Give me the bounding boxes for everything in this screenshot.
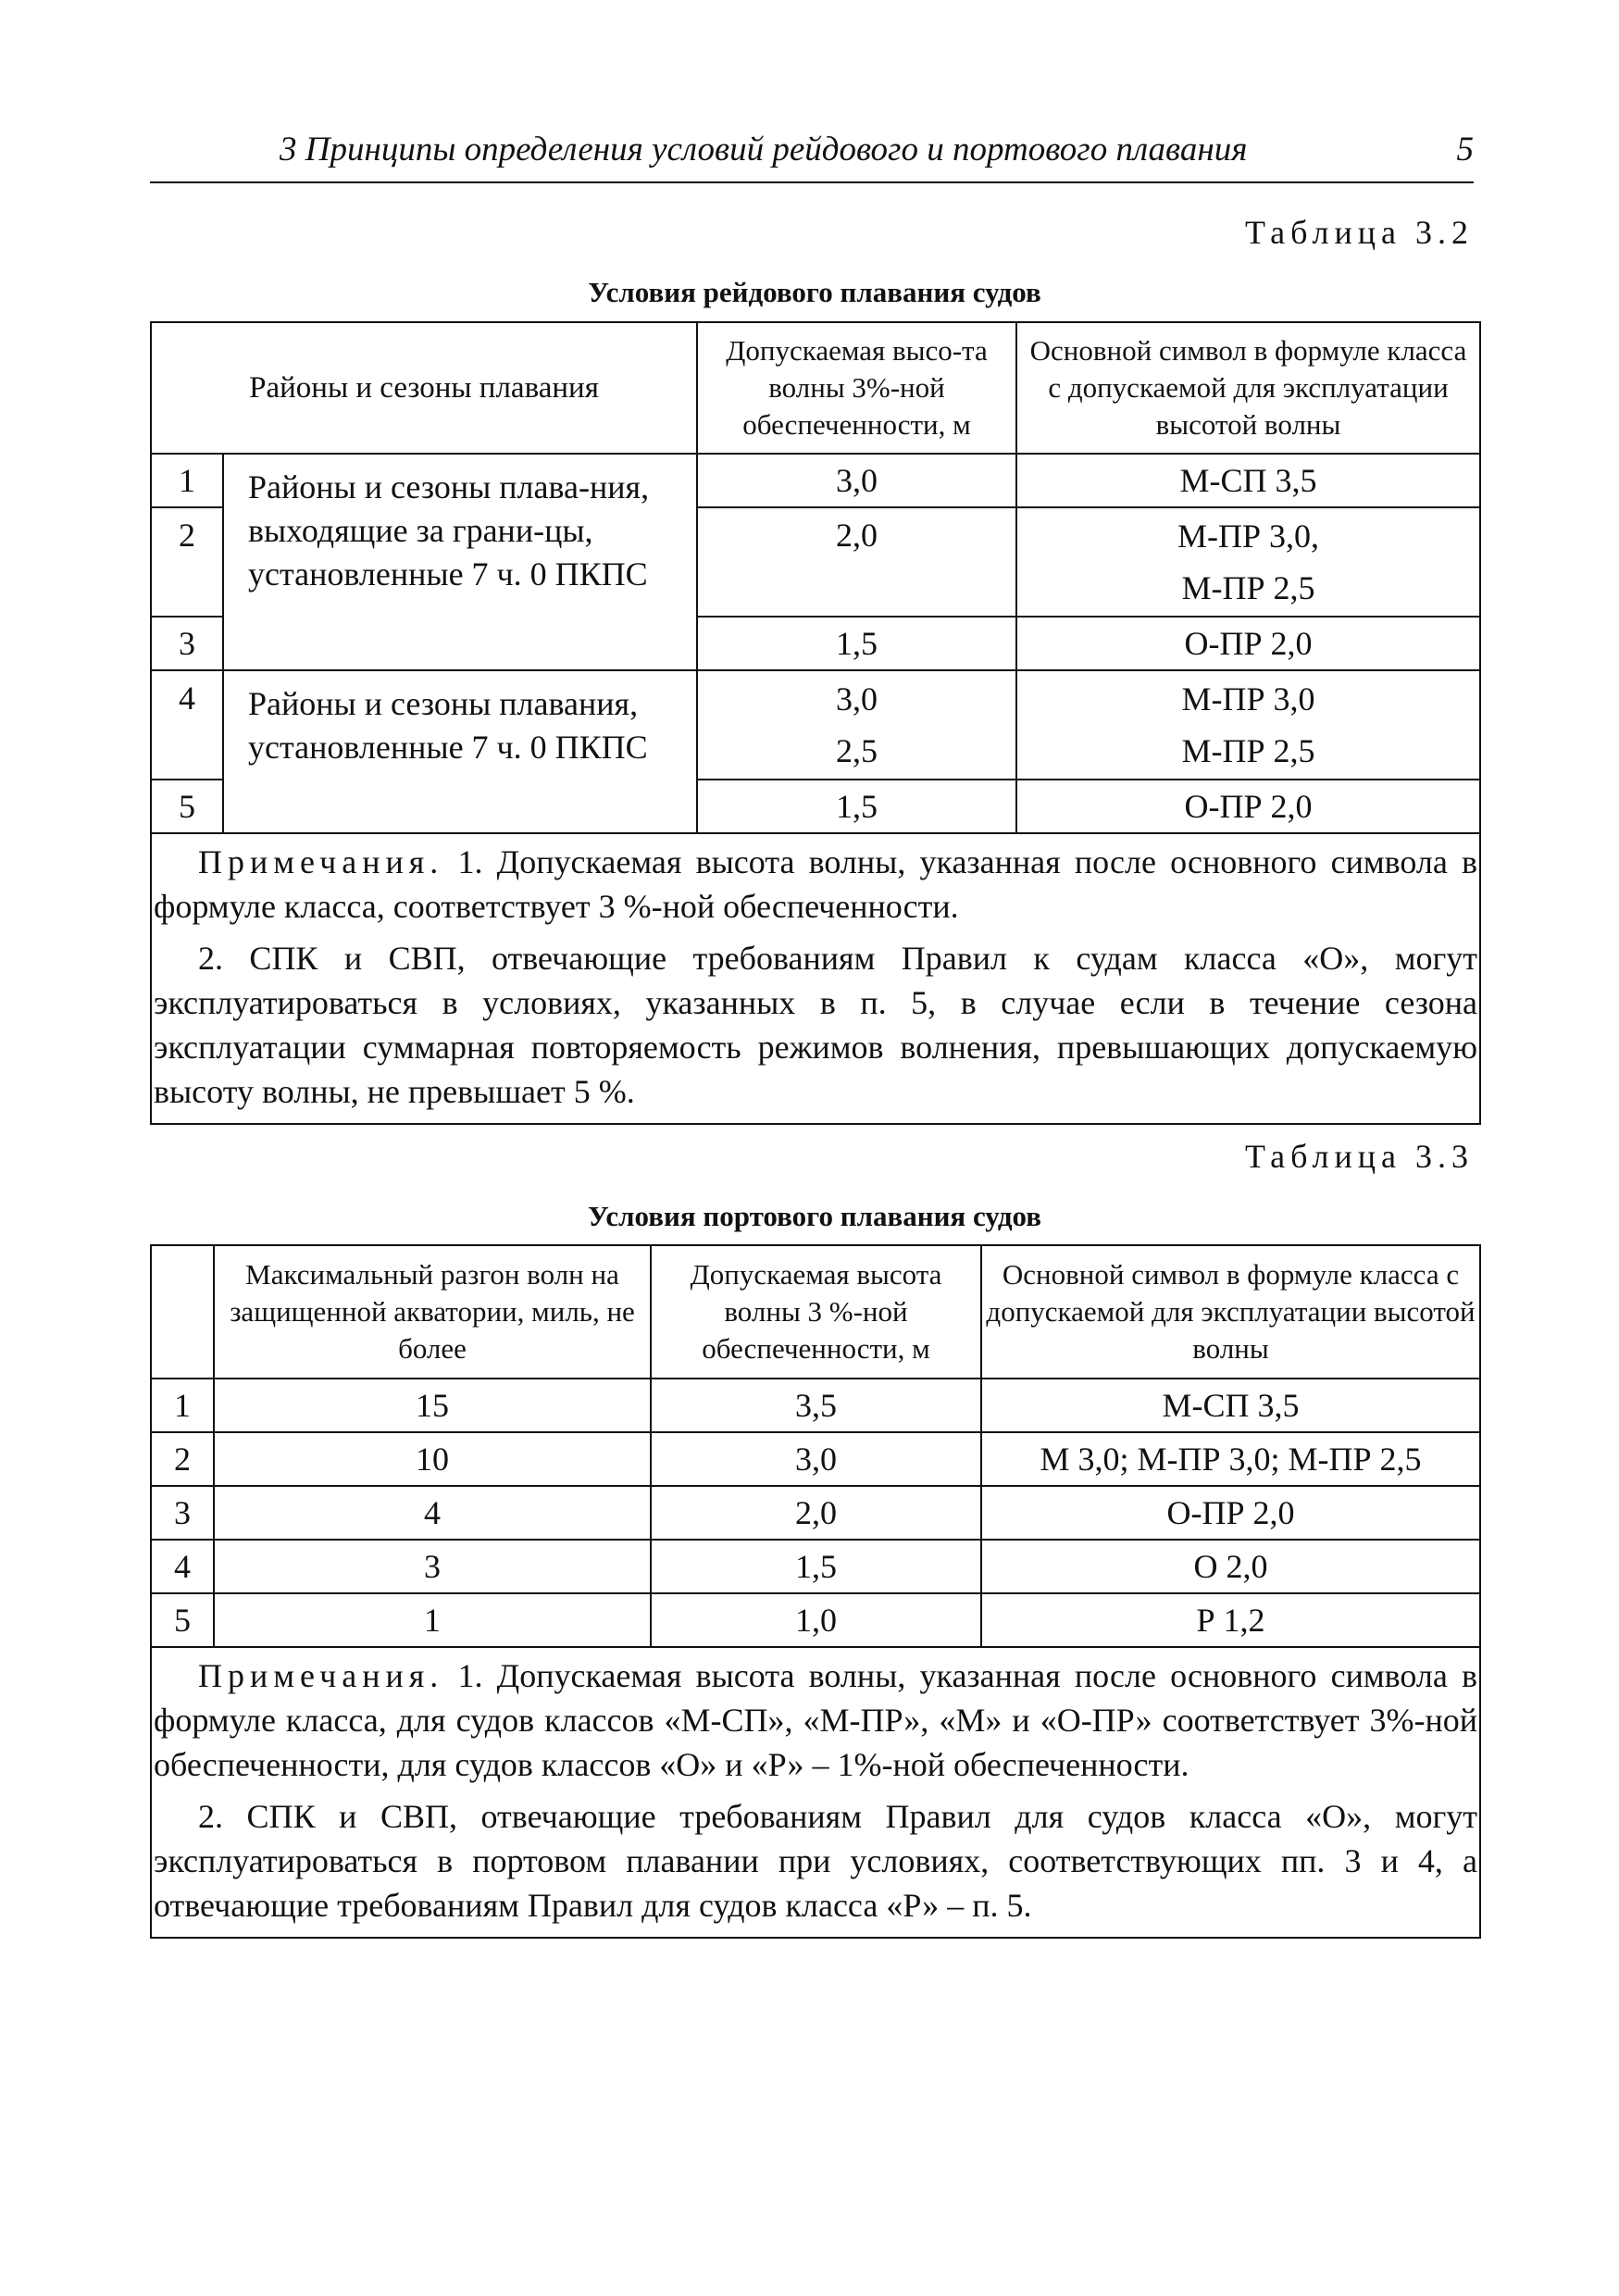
page-number: 5 [1456,131,1474,168]
table-3-2-label: Таблица 3.2 [1245,214,1474,251]
table-notes [151,1647,1480,1938]
table-notes [151,833,1480,1124]
table-3-3-label: Таблица 3.3 [1245,1138,1474,1175]
fetch-cell: 15 [214,1379,651,1432]
running-title: 3 Принципы определения условий рейдового и портового плавания [280,131,1248,168]
class-symbol-cell: О-ПР 2,0 [1016,617,1480,670]
notes-label: Примечания. [198,843,444,880]
col-header-fetch: Максимальный разгон волн на защищенной акватории, миль, не более [214,1245,651,1379]
wave-height-cell: 1,5 [651,1540,981,1593]
notes-label: Примечания. [198,1657,444,1694]
row-number: 5 [151,1593,214,1647]
row-number: 4 [151,670,223,780]
class-symbol-cell: М 3,0; М-ПР 3,0; М-ПР 2,5 [981,1432,1480,1486]
col-header-wave-height: Допускаемая высо-та волны 3%-ной обеспеченности, м [697,322,1016,454]
col-header-number [151,1245,214,1379]
region-group-a: Районы и сезоны плава-ния, выходящие за грани-цы, установленные 7 ч. 0 ПКПС [223,454,697,670]
wave-height-cell: 3,5 [651,1379,981,1432]
col-header-class-symbol: Основной символ в формуле класса с допускаемой для эксплуатации высотой волны [981,1245,1480,1379]
row-number: 2 [151,1432,214,1486]
row-number: 2 [151,507,223,617]
page-header [150,130,1474,183]
class-symbol-cell [1016,507,1480,617]
note-1: 1. Допускаемая высота волны, указанная после основного символа в формуле класса, для судов классов «М-СП», «М-ПР», «М» и «О-ПР» соответствует 3%-ной обеспеченности, для судов классов «О» и «Р» – 1%-ной обеспеченности. [154,1657,1478,1783]
fetch-cell: 3 [214,1540,651,1593]
class-symbol-cell: О-ПР 2,0 [1016,780,1480,833]
class-symbol-cell: О 2,0 [981,1540,1480,1593]
class-symbol-line: М-ПР 2,5 [1181,569,1315,606]
fetch-cell: 4 [214,1486,651,1540]
row-number: 3 [151,617,223,670]
row-number: 4 [151,1540,214,1593]
fetch-cell: 1 [214,1593,651,1647]
wave-height-cell: 2,0 [651,1486,981,1540]
class-symbol-cell: М-СП 3,5 [1016,454,1480,507]
col-header-regions: Районы и сезоны плавания [151,322,697,454]
table-3-3-title: Условия портового плавания судов [587,1200,1042,1232]
wave-height-line: 3,0 [836,680,878,718]
note-1: 1. Допускаемая высота волны, указанная после основного символа в формуле класса, соответствует 3 %-ной обеспеченности. [154,843,1478,925]
wave-height-cell: 1,5 [697,780,1016,833]
class-symbol-line: М-ПР 2,5 [1181,732,1315,769]
table-roadstead [150,321,1481,1125]
fetch-cell: 10 [214,1432,651,1486]
table-port [150,1244,1481,1939]
wave-height-line: 2,5 [836,732,878,769]
wave-height-cell: 3,0 [651,1432,981,1486]
col-header-wave-height: Допускаемая высота волны 3 %-ной обеспеченности, м [651,1245,981,1379]
table-3-2-title: Условия рейдового плавания судов [588,276,1041,308]
region-group-b: Районы и сезоны плавания, установленные 7 ч. 0 ПКПС [223,670,697,833]
col-header-class-symbol: Основной символ в формуле класса с допускаемой для эксплуатации высотой волны [1016,322,1480,454]
class-symbol-cell: М-СП 3,5 [981,1379,1480,1432]
row-number: 1 [151,1379,214,1432]
class-symbol-line: М-ПР 3,0 [1181,680,1315,718]
wave-height-cell: 1,0 [651,1593,981,1647]
note-2: 2. СПК и СВП, отвечающие требованиям Правил для судов класса «О», могут эксплуатироваться в портовом плавании при условиях, соответствующих пп. 3 и 4, а отвечающие требованиям Правил для судов класса «Р» – п. 5. [154,1798,1477,1924]
class-symbol-line: М-ПР 3,0, [1177,518,1320,555]
class-symbol-cell: Р 1,2 [981,1593,1480,1647]
class-symbol-cell: О-ПР 2,0 [981,1486,1480,1540]
wave-height-cell [697,670,1016,780]
row-number: 3 [151,1486,214,1540]
wave-height-cell: 1,5 [697,617,1016,670]
class-symbol-cell [1016,670,1480,780]
note-2: 2. СПК и СВП, отвечающие требованиям Правил к судам класса «О», могут эксплуатироваться в условиях, указанных в п. 5, в случае если в течение сезона эксплуатации суммарная повторяемость режимов волнения, превышающих допускаемую высоту волны, не превышает 5 %. [154,940,1477,1110]
row-number: 1 [151,454,223,507]
wave-height-cell: 3,0 [697,454,1016,507]
wave-height-cell: 2,0 [697,507,1016,617]
row-number: 5 [151,780,223,833]
